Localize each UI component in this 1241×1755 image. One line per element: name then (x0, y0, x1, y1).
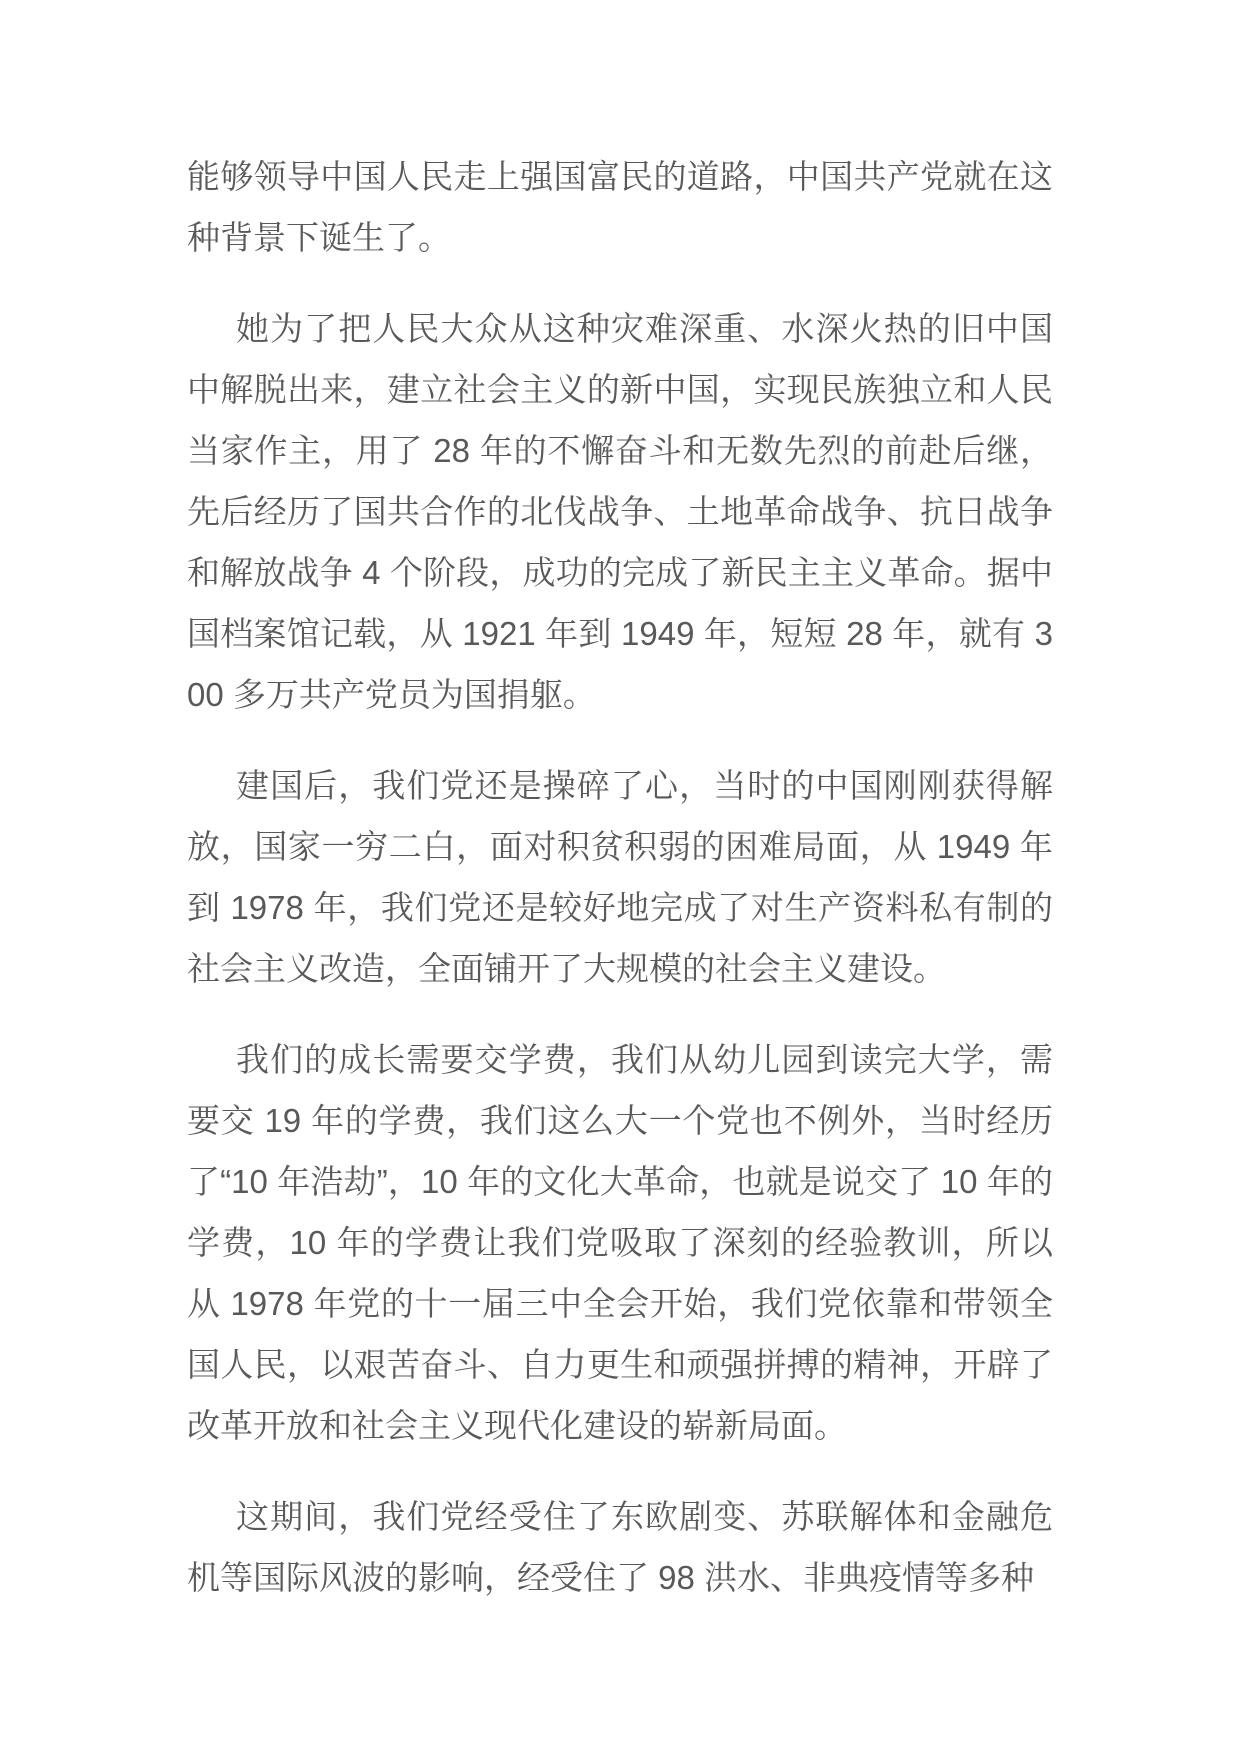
paragraph-founding-struggle: 她为了把人民大众从这种灾难深重、水深火热的旧中国中解脱出来，建立社会主义的新中国，实现民族独立和人民当家作主，用了 28 年的不懈奋斗和无数先烈的前赴后继，先后经历了国共合作的北伐战争、土地革命战争、抗日战争和解放战争 4 个阶段，成功的完成了新民主主义革命。据中国档案馆记载，从 1921 年到 1949 年，短短 28 年，就有 300 多万共产党员为国捐躯。 (187, 310, 1053, 713)
paragraph-post-founding: 建国后，我们党还是操碎了心，当时的中国刚刚获得解放，国家一穷二白，面对积贫积弱的困难局面，从 1949 年到 1978 年，我们党还是较好地完成了对生产资料私有制的社会主义改造，全面铺开了大规模的社会主义建设。 (187, 767, 1053, 987)
paragraph-tuition-lessons: 我们的成长需要交学费，我们从幼儿园到读完大学，需要交 19 年的学费，我们这么大一个党也不例外，当时经历了“10 年浩劫”，10 年的文化大革命，也就是说交了 10 年的学费，10 年的学费让我们党吸取了深刻的经验教训，所以从 1978 年党的十一届三中全会开始，我们党依靠和带领全国人民，以艰苦奋斗、自力更生和顽强拼搏的精神，开辟了改革开放和社会主义现代化建设的崭新局面。 (187, 1041, 1053, 1444)
paragraph-weathered-storms: 这期间，我们党经受住了东欧剧变、苏联解体和金融危机等国际风波的影响，经受住了 98 洪水、非典疫情等多种 (187, 1498, 1053, 1596)
paragraph-continuation: 能够领导中国人民走上强国富民的道路，中国共产党就在这种背景下诞生了。 (187, 158, 1053, 256)
